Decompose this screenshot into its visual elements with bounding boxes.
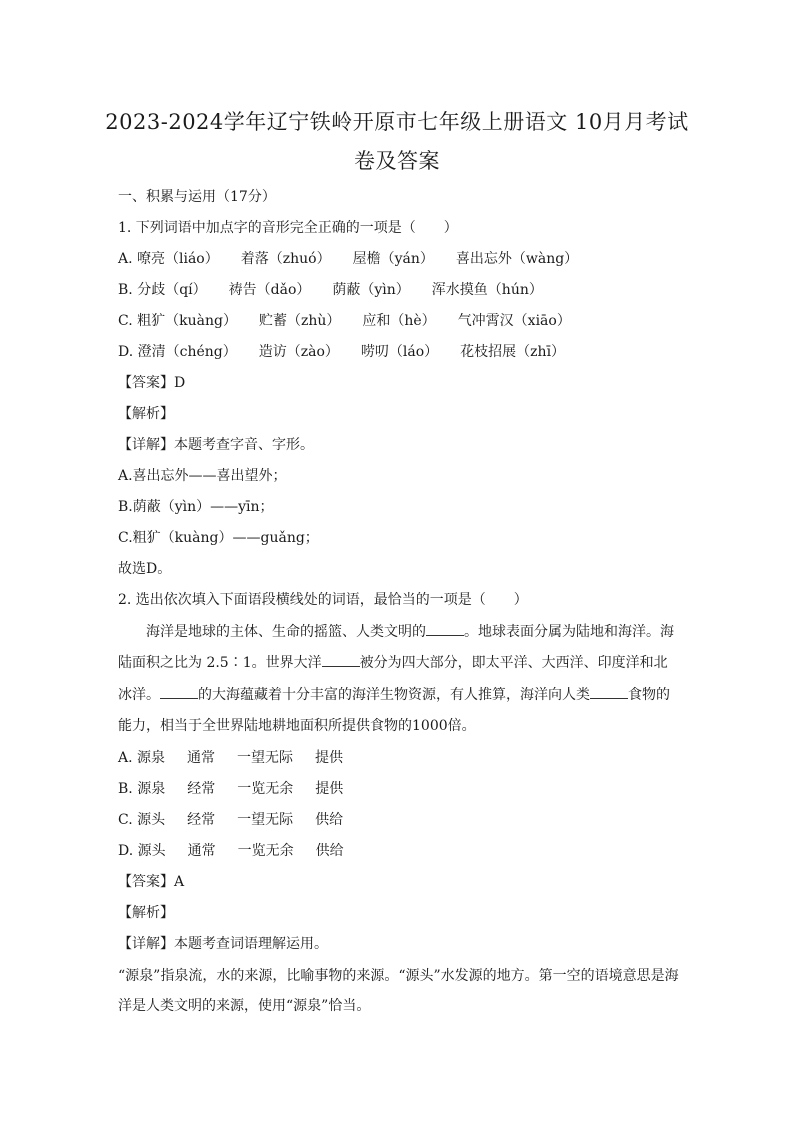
question-2-stem: 2. 选出依次填入下面语段横线处的词语，最恰当的一项是（ ） — [118, 592, 528, 608]
question-2-passage: 海洋是地球的主体、生命的摇篮、人类文明的 。地球表面分属为陆地和海洋。海陆面积之比为 2.5∶1。世界大洋 被分为四大部分，即太平洋、大西洋、印度洋和北冰洋。 的大海蕴藏着十分丰富的海洋生物资源，有人推算，海洋向人类 食物的能力，相当于全世界陆地耕地面积所提供食物的1000倍。 — [118, 617, 678, 742]
question-1-option-c: C. 粗犷（kuàng） 贮蓄（zhù） 应和（hè） 气冲霄汉（xiāo） — [118, 313, 571, 329]
question-1-explanation-c: C.粗犷（kuàng）——guǎng； — [118, 530, 319, 546]
fill-blank-1 — [426, 621, 464, 636]
fill-blank-2 — [322, 652, 360, 667]
question-1-stem: 1. 下列词语中加点字的音形完全正确的一项是（ ） — [118, 220, 458, 236]
question-2-option-b: B. 源泉 经常 一览无余 提供 — [118, 781, 344, 797]
question-2-option-d: D. 源头 通常 一览无余 供给 — [118, 843, 344, 859]
question-2-detail: 【详解】本题考查词语理解运用。 — [118, 936, 328, 952]
question-2-option-a: A. 源泉 通常 一望无际 提供 — [118, 750, 344, 766]
question-1-explanation-b: B.荫蔽（yìn）——yīn； — [118, 499, 274, 515]
document-title-line2: 卷及答案 — [354, 149, 440, 173]
question-2-explanation: “源泉”指泉流，水的来源，比喻事物的来源。“源头”水发源的地方。第一空的语境意思是海洋是人类文明的来源，使用“源泉”恰当。 — [118, 968, 679, 1014]
document-title-line1: 2023-2024学年辽宁铁岭开原市七年级上册语文 10月月考试 — [105, 110, 689, 134]
question-1-analysis-label: 【解析】 — [118, 406, 174, 422]
question-1-option-b: B. 分歧（qí） 祷告（dǎo） 荫蔽（yìn） 浑水摸鱼（hún） — [118, 282, 543, 298]
fill-blank-4 — [590, 684, 628, 699]
question-1-option-a: A. 嘹亮（liáo） 着落（zhuó） 屋檐（yán） 喜出忘外（wàng） — [118, 251, 579, 267]
question-1-explanation-a: A.喜出忘外——喜出望外； — [118, 468, 287, 484]
question-2-answer: 【答案】A — [118, 874, 185, 890]
question-2-analysis-label: 【解析】 — [118, 905, 174, 921]
question-2-option-c: C. 源头 经常 一望无际 供给 — [118, 812, 344, 828]
question-1-conclusion: 故选D。 — [118, 561, 172, 577]
fill-blank-3 — [160, 684, 198, 699]
question-1-option-d: D. 澄清（chéng） 造访（zào） 唠叨（láo） 花枝招展（zhī） — [118, 344, 566, 360]
question-1-detail: 【详解】本题考查字音、字形。 — [118, 437, 314, 453]
question-1-answer: 【答案】D — [118, 375, 186, 391]
section-heading: 一、积累与运用（17分） — [118, 189, 276, 205]
